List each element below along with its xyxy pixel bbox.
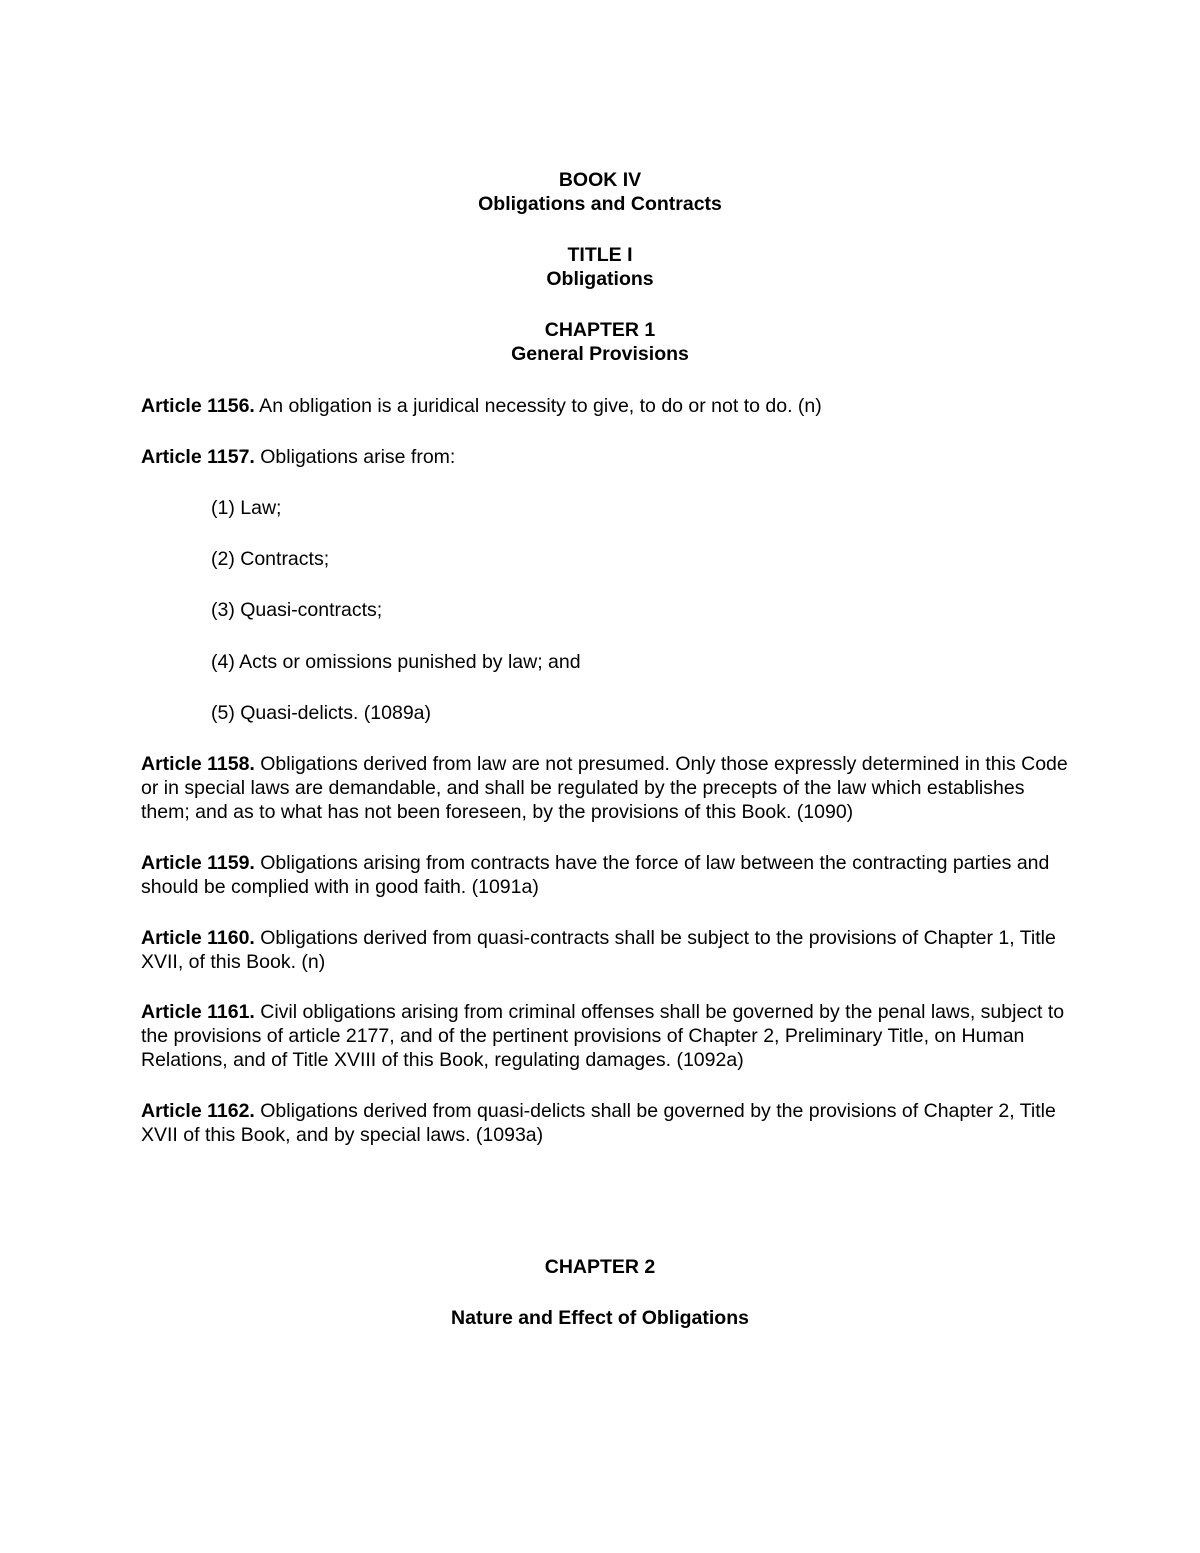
- title-number: TITLE I: [567, 244, 633, 266]
- source-item-quasi-delicts: (5) Quasi-delicts. (1089a): [211, 702, 432, 724]
- article-label: Article 1162.: [141, 1100, 255, 1122]
- chapter-heading: [0, 318, 1200, 366]
- source-item-quasi-contracts: (3) Quasi-contracts;: [211, 599, 383, 621]
- title-heading: [0, 243, 1200, 291]
- source-item-law: (1) Law;: [211, 497, 282, 519]
- article-text: Obligations derived from quasi-delicts shall be governed by the provisions of Chapter 2, Title XVII of this Book, and by special laws. (1093a): [141, 1100, 1056, 1146]
- article-text: An obligation is a juridical necessity to give, to do or not to do. (n): [254, 395, 822, 417]
- article-1156: [141, 394, 1071, 418]
- article-1159: [141, 851, 1071, 899]
- chapter-2-name: Nature and Effect of Obligations: [451, 1307, 749, 1329]
- article-label: Article 1158.: [141, 753, 255, 775]
- title-name: Obligations: [546, 268, 654, 290]
- book-heading: [0, 168, 1200, 216]
- article-text: Obligations derived from law are not presumed. Only those expressly determined in this Code or in special laws are demandable, and shall be regulated by the precepts of the law which establishes them; and as to what has not been foreseen, by the provisions of this Book. (1090): [141, 753, 1068, 823]
- book-number: BOOK IV: [558, 169, 642, 191]
- book-title: Obligations and Contracts: [478, 193, 722, 215]
- article-label: Article 1157.: [141, 446, 255, 468]
- article-label: Article 1159.: [141, 852, 255, 874]
- article-label: Article 1161.: [141, 1001, 255, 1023]
- chapter-2-number: CHAPTER 2: [544, 1256, 656, 1278]
- article-text: Obligations arise from:: [254, 446, 456, 468]
- article-1161: [141, 1000, 1071, 1072]
- article-text: Obligations arising from contracts have the force of law between the contracting parties and should be complied with in good faith. (1091a): [141, 852, 1050, 898]
- chapter-number: CHAPTER 1: [544, 319, 656, 341]
- article-label: Article 1156.: [141, 395, 255, 417]
- article-1162: [141, 1099, 1071, 1147]
- article-1160: [141, 926, 1071, 974]
- article-text: Obligations derived from quasi-contracts shall be subject to the provisions of Chapter 1, Title XVII, of this Book. (n): [141, 927, 1056, 973]
- article-1158: [141, 752, 1071, 824]
- article-1157: [141, 445, 1071, 469]
- article-text: Civil obligations arising from criminal offenses shall be governed by the penal laws, subject to the provisions of article 2177, and of the pertinent provisions of Chapter 2, Preliminary Title, on Human Relations, and of Title XVIII of this Book, regulating damages. (1092a): [141, 1001, 1065, 1071]
- chapter-name: General Provisions: [511, 343, 689, 365]
- article-label: Article 1160.: [141, 927, 255, 949]
- source-item-contracts: (2) Contracts;: [211, 548, 330, 570]
- source-item-acts-omissions: (4) Acts or omissions punished by law; and: [211, 651, 581, 673]
